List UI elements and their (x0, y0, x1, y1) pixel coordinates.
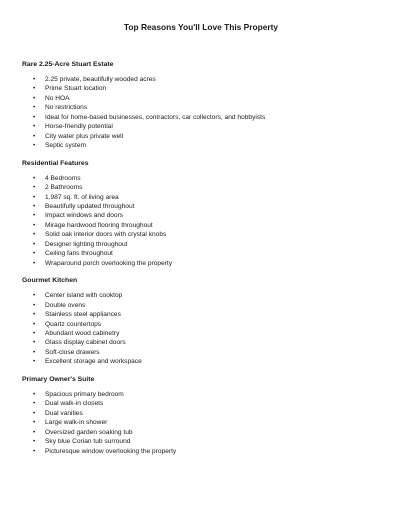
bullet-icon: • (33, 76, 36, 83)
bullet-list (22, 390, 380, 456)
list-item-text: Solid oak interior doors with crystal knobs (45, 231, 167, 239)
list-item-text: City water plus private well (45, 132, 124, 140)
bullet-icon: • (33, 428, 36, 436)
bullet-icon: • (33, 348, 36, 356)
list-item (33, 211, 380, 220)
list-item (33, 141, 380, 150)
list-item-text: 2 Bathrooms (45, 184, 83, 192)
list-item-text: Double ovens (45, 301, 86, 309)
bullet-icon: • (33, 202, 36, 210)
list-item-text: Ideal for home-based businesses, contractors, car collectors, and hobbyists (45, 113, 266, 121)
list-item (33, 418, 380, 427)
list-item (33, 183, 380, 192)
list-item-text: Spacious primary bedroom (45, 390, 124, 398)
bullet-icon: • (33, 320, 36, 328)
list-item-text: Large walk-in shower (45, 419, 108, 427)
list-item-text: Oversized garden soaking tub (45, 428, 133, 436)
bullet-icon: • (33, 447, 36, 455)
bullet-icon: • (33, 301, 36, 309)
bullet-icon: • (33, 231, 36, 239)
list-item (33, 310, 380, 319)
section (22, 159, 380, 269)
list-item (33, 240, 380, 249)
list-item (33, 338, 380, 347)
document-title: Top Reasons You'll Love This Property (123, 22, 279, 32)
bullet-icon: • (33, 250, 36, 258)
bullet-icon: • (33, 132, 36, 140)
list-item (33, 320, 380, 329)
bullet-list (22, 174, 380, 269)
list-item-text: Septic system (45, 142, 87, 150)
list-item-text: Center island with cooktop (45, 292, 123, 300)
bullet-icon: • (33, 292, 36, 300)
list-item (33, 428, 380, 437)
bullet-icon: • (33, 390, 36, 398)
bullet-icon: • (33, 240, 36, 248)
section (22, 276, 380, 367)
list-item (33, 103, 380, 112)
list-item (33, 437, 380, 446)
list-item-text: Wraparound porch overlooking the property (45, 259, 173, 267)
bullet-icon: • (33, 184, 36, 192)
sections-container (22, 60, 380, 456)
bullet-icon: • (33, 358, 36, 366)
section (22, 60, 380, 151)
list-item-text: Picturesque window overlooking the property (45, 447, 177, 455)
list-item-text: Stainless steel appliances (45, 311, 121, 319)
list-item (33, 249, 380, 258)
list-item (33, 329, 380, 338)
list-item (33, 193, 380, 202)
list-item-text: Dual vanities (45, 409, 83, 417)
list-item-text: No restrictions (45, 104, 88, 112)
list-item (33, 348, 380, 357)
bullet-icon: • (33, 113, 36, 121)
bullet-icon: • (33, 174, 36, 182)
list-item (33, 221, 380, 230)
list-item (33, 301, 380, 310)
list-item (33, 409, 380, 418)
bullet-icon: • (33, 400, 36, 408)
bullet-icon: • (33, 339, 36, 347)
list-item (33, 84, 380, 93)
list-item-text: Horse-friendly potential (45, 123, 113, 131)
section-heading: Residential Features (22, 159, 89, 167)
list-item (33, 174, 380, 183)
list-item-text: 4 Bedrooms (45, 174, 81, 182)
list-item-text: Quartz countertops (45, 320, 102, 328)
list-item (33, 399, 380, 408)
section-heading: Rare 2.25-Acre Stuart Estate (22, 61, 114, 68)
list-item (33, 357, 380, 366)
bullet-icon: • (33, 311, 36, 319)
bullet-icon: • (33, 329, 36, 337)
bullet-icon: • (33, 85, 36, 93)
bullet-list (22, 75, 380, 151)
list-item-text: No HOA (45, 94, 70, 102)
list-item-text: Beautifully updated throughout (45, 202, 135, 210)
list-item-text: Designer lighting throughout (45, 240, 128, 248)
bullet-icon: • (33, 438, 36, 446)
bullet-icon: • (33, 259, 36, 267)
list-item-text: 2.25 private, beautifully wooded acres (45, 76, 156, 83)
list-item-text: Glass display cabinet doors (45, 339, 126, 347)
list-item (33, 291, 380, 300)
bullet-icon: • (33, 419, 36, 427)
list-item (33, 447, 380, 456)
list-item-text: 1,987 sq. ft. of living area (45, 193, 119, 201)
bullet-icon: • (33, 409, 36, 417)
bullet-icon: • (33, 123, 36, 131)
bullet-icon: • (33, 142, 36, 150)
bullet-icon: • (33, 221, 36, 229)
list-item (33, 259, 380, 268)
list-item-text: Sky blue Corian tub surround (45, 438, 131, 446)
bullet-icon: • (33, 193, 36, 201)
section-heading: Gourmet Kitchen (22, 277, 78, 285)
bullet-icon: • (33, 212, 36, 220)
list-item (33, 132, 380, 141)
bullet-icon: • (33, 94, 36, 102)
list-item (33, 230, 380, 239)
section (22, 375, 380, 456)
list-item-text: Abundant wood cabinetry (45, 329, 120, 337)
list-item (33, 390, 380, 399)
section-heading: Primary Owner's Suite (22, 375, 95, 383)
list-item (33, 122, 380, 131)
bullet-icon: • (33, 104, 36, 112)
list-item-text: Soft-close drawers (45, 348, 100, 356)
list-item-text: Impact windows and doors (45, 212, 124, 220)
list-item (33, 113, 380, 122)
list-item-text: Prime Stuart location (45, 85, 107, 93)
list-item (33, 75, 380, 84)
list-item-text: Ceiling fans throughout (45, 250, 113, 258)
list-item-text: Excellent storage and workspace (45, 358, 142, 366)
list-item (33, 94, 380, 103)
list-item (33, 202, 380, 211)
list-item-text: Mirage hardwood flooring throughout (45, 221, 153, 229)
list-item-text: Dual walk-in closets (45, 400, 104, 408)
bullet-list (22, 291, 380, 367)
